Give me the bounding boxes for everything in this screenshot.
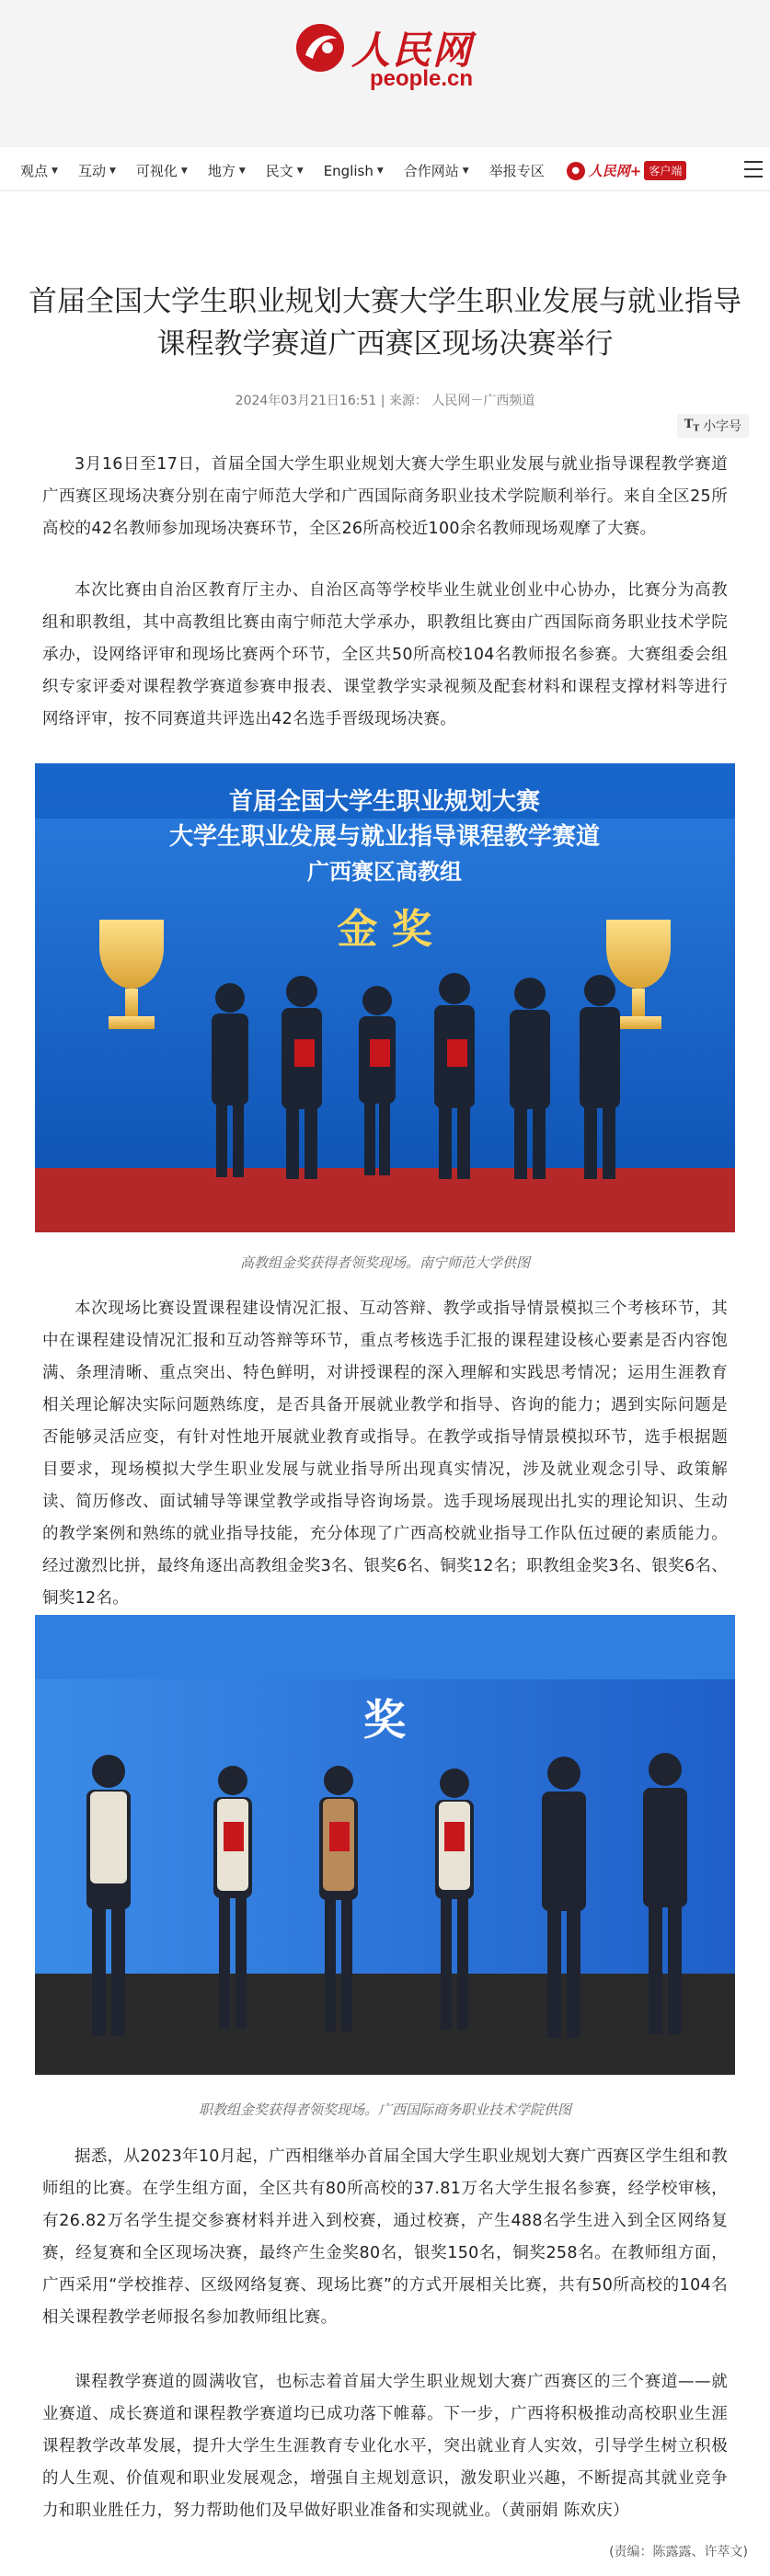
- chevron-down-icon: ▼: [296, 166, 304, 176]
- nav-item-label: 互动: [77, 163, 106, 179]
- banner-line: 广西赛区高教组: [307, 858, 462, 885]
- nav-item-ethnic-languages[interactable]: [266, 161, 304, 180]
- article-paragraph: 据悉，从2023年10月起，广西相继举办首届全国大学生职业规划大赛广西赛区学生组和教师组的比赛。在学生组方面，全区共有80所高校的37.81万名大学生报名参赛，经学校审核，有26.82万名学生提交参赛材料并进入到校赛，通过校赛，产生488名学生进入到全区网络复赛，经复赛和全区现场决赛，最终产生金奖80名，银奖150名，铜奖258名。在教师组方面，广西采用“学校推荐、区级网络复赛、现场比赛”的方式开展相关比赛，共有50所高校的104名相关课程教学老师报名参加教师组比赛。: [42, 2147, 728, 2327]
- chevron-down-icon: ▼: [52, 166, 58, 176]
- meta-separator: |: [380, 394, 389, 408]
- article-paragraph: 本次比赛由自治区教育厅主办、自治区高等学校毕业生就业创业中心协办，比赛分为高教组和职教组，其中高教组比赛由南宁师范大学承办，职教组比赛由广西国际商务职业技术学院承办，设网络评审和现场比赛两个环节，全区共50所高校104名教师报名参赛。大赛组委会组织专家评委对课程教学赛道参赛申报表、课堂教学实录视频及配套材料和课程支撑材料等进行网络评审，按不同赛道共评选出42名选手晋级现场决赛。: [42, 581, 728, 728]
- source-label: 来源：: [388, 394, 428, 408]
- people-logo[interactable]: [293, 18, 477, 92]
- nav-item-label: English: [323, 162, 374, 179]
- banner-line: 首届全国大学生职业规划大赛: [228, 788, 541, 816]
- photo-caption: 高教组金奖获得者领奖现场。南宁师范大学供图: [239, 1254, 530, 1271]
- photo-caption: 职教组金奖获得者领奖现场。广西国际商务职业技术学院供图: [198, 2101, 571, 2118]
- nav-item-label: 合作网站: [403, 163, 459, 179]
- app-logo-icon: ●: [567, 162, 585, 180]
- people-logo-icon: [293, 20, 348, 75]
- app-badge: 客户端: [644, 161, 686, 180]
- article-title: 首届全国大学生职业规划大赛大学生职业发展与就业指导课程教学赛道广西赛区现场决赛举行: [29, 285, 741, 361]
- nav-item-local[interactable]: [208, 161, 246, 180]
- app-download-link[interactable]: [567, 161, 687, 180]
- award-text: 金 奖: [337, 906, 432, 953]
- banner-line: 大学生职业发展与就业指导课程教学赛道: [168, 823, 601, 851]
- menu-icon[interactable]: [744, 161, 763, 177]
- nav-item-viewpoint[interactable]: [20, 161, 58, 180]
- article-meta: [0, 391, 770, 409]
- editor-credit: (责编：陈露露、许萃文): [609, 2545, 748, 2559]
- chevron-down-icon: ▼: [238, 166, 246, 176]
- article-photo: [35, 1615, 735, 2075]
- chevron-down-icon: ▼: [180, 166, 188, 176]
- nav-item-label: 民文: [265, 163, 293, 179]
- nav-item-report-zone[interactable]: [489, 161, 545, 180]
- nav-item-interaction[interactable]: [78, 161, 116, 180]
- nav-item-label: 可视化: [135, 163, 178, 179]
- award-text: 奖: [363, 1695, 406, 1745]
- nav-item-partner-sites[interactable]: [404, 161, 469, 180]
- site-header: [0, 0, 770, 147]
- article-paragraph: 课程教学赛道的圆满收官，也标志着首届大学生职业规划大赛广西赛区的三个赛道——就业赛道、成长赛道和课程教学赛道均已成功落下帷幕。下一步，广西将积极推动高校职业生涯课程教学改革发展，提升大学生生涯教育专业化水平，突出就业育人实效，引导学生树立积极的人生观、价值观和职业发展观念，增强自主规划意识，激发职业兴趣，不断提高其就业竞争力和职业胜任力，努力帮助他们及早做好职业准备和实现就业。（黄丽娟 陈欢庆）: [42, 2373, 728, 2520]
- nav-item-label: 地方: [207, 163, 236, 179]
- publish-date: 2024年03月21日16:51: [235, 394, 377, 408]
- article-paragraph: 3月16日至17日，首届全国大学生职业规划大赛大学生职业发展与就业指导课程教学赛道广西赛区现场决赛分别在南宁师范大学和广西国际商务职业技术学院顺利举行。来自全区25所高校的42名教师参加现场决赛环节，全区26所高校近100余名教师现场观摩了大赛。: [42, 455, 728, 538]
- award-ceremony-photo: [35, 763, 735, 1232]
- logo-english-text: people.cn: [370, 66, 474, 91]
- main-nav: [0, 151, 770, 191]
- article-photo: [35, 763, 735, 1232]
- article-paragraph: 本次现场比赛设置课程建设情况汇报、互动答辩、教学或指导情景模拟三个考核环节，其中在课程建设情况汇报和互动答辩等环节，重点考核选手汇报的课程建设核心要素是否内容饱满、条理清晰、重点突出、特色鲜明，对讲授课程的深入理解和实践思考情况；运用生涯教育相关理论解决实际问题熟练度，是否具备开展就业教学和指导、咨询的能力；遇到实际问题是否能够灵活应变，有针对性地开展就业教育或指导。在教学或指导情景模拟环节，选手根据题目要求，现场模拟大学生职业发展与就业指导所出现真实情况，涉及就业观念引导、政策解读、简历修改、面试辅导等课堂教学或指导咨询场景。选手现场展现出扎实的理论知识、生动的教学案例和熟练的就业指导技能，充分体现了广西高校就业指导工作队伍过硬的素质能力。经过激烈比拼，最终角逐出高教组金奖3名、银奖6名、铜奖12名；职教组金奖3名、银奖6名、铜奖12名。: [42, 1299, 729, 1608]
- font-size-label: 小字号: [703, 419, 742, 434]
- chevron-down-icon: ▼: [462, 166, 469, 176]
- logo-chinese-text: 人民网: [351, 28, 474, 73]
- chevron-down-icon: ▼: [109, 166, 116, 176]
- app-name: 人民网+: [588, 163, 642, 179]
- chevron-down-icon: ▼: [376, 166, 384, 176]
- font-size-toggle-button[interactable]: [677, 414, 749, 438]
- nav-item-label: 举报专区: [488, 163, 545, 179]
- nav-item-visualization[interactable]: [136, 161, 188, 180]
- award-ceremony-photo: [35, 1615, 735, 2075]
- source-link[interactable]: 人民网－广西频道: [431, 394, 535, 408]
- font-size-icon: $T_T$: [684, 418, 700, 434]
- nav-item-label: 观点: [20, 163, 49, 179]
- nav-item-english[interactable]: [324, 163, 384, 179]
